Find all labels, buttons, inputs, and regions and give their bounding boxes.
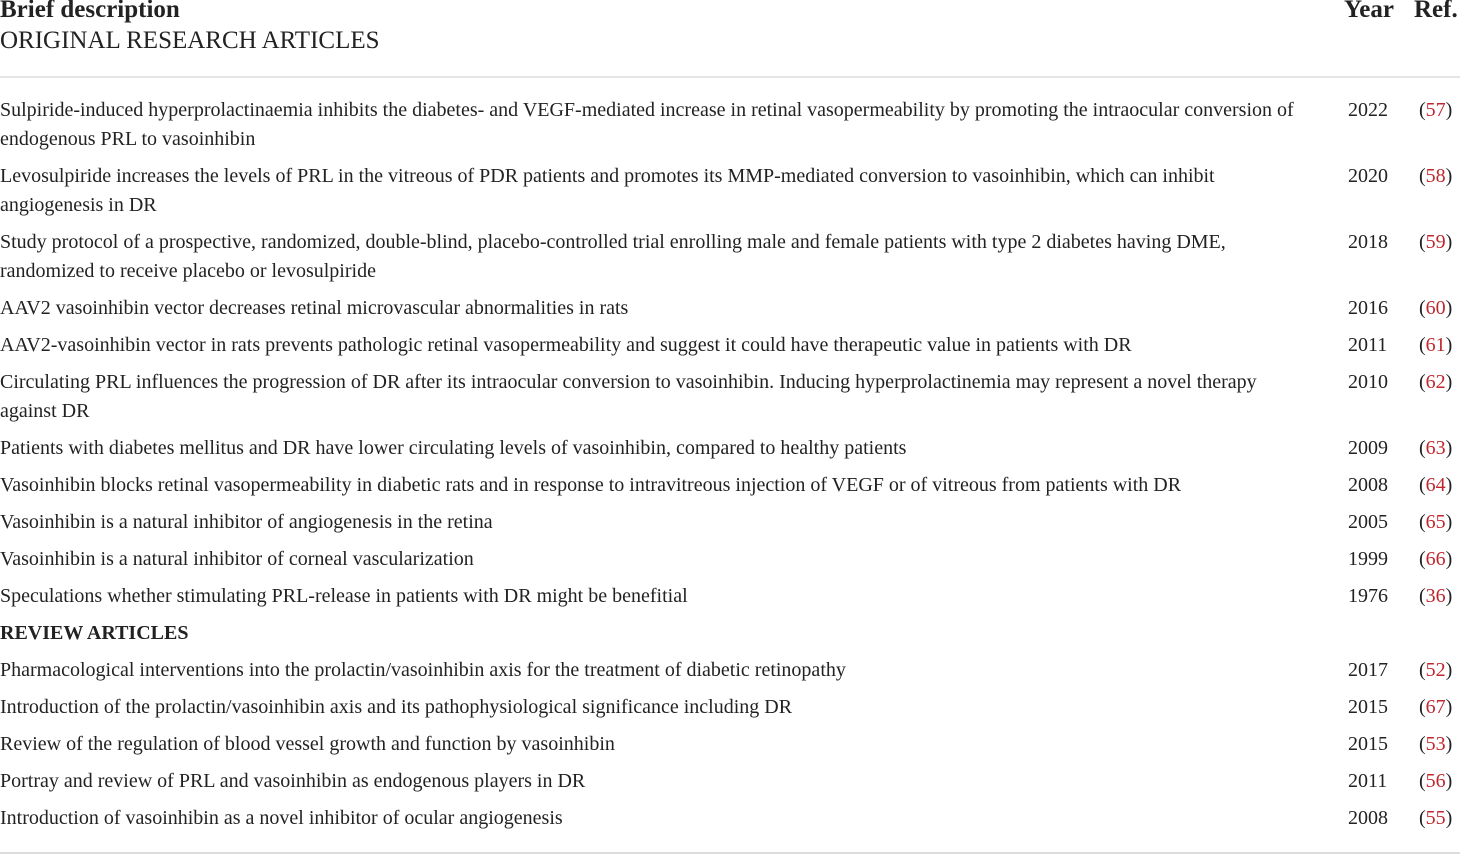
- reference-link[interactable]: 53: [1425, 733, 1446, 755]
- row-ref: (60): [1419, 297, 1453, 319]
- row-description: Speculations whether stimulating PRL-release in patients with DR might be benefitial: [0, 585, 688, 607]
- table-row: [0, 162, 1460, 220]
- column-header-description: Brief description: [0, 0, 180, 23]
- row-ref: (55): [1419, 807, 1453, 829]
- row-description: Circulating PRL influences the progression of DR after its intraocular conversion to vasoinhibin. Inducing hyperprolactinemia may represent a novel therapy against DR: [0, 371, 1257, 422]
- row-year: 2009: [1348, 437, 1388, 459]
- row-ref: (62): [1419, 371, 1453, 393]
- reference-link[interactable]: 36: [1425, 585, 1446, 607]
- row-ref: (61): [1419, 334, 1453, 356]
- row-year: 2008: [1348, 474, 1388, 496]
- row-ref: (66): [1419, 548, 1453, 570]
- table-row: [0, 804, 1460, 833]
- table-row: [0, 294, 1460, 323]
- row-year: 2018: [1348, 231, 1388, 253]
- reference-link[interactable]: 56: [1425, 770, 1446, 792]
- table-row: [0, 656, 1460, 685]
- reference-link[interactable]: 61: [1425, 334, 1446, 356]
- row-year: 1999: [1348, 548, 1388, 570]
- reference-link[interactable]: 59: [1425, 231, 1446, 253]
- table-row: [0, 434, 1460, 463]
- row-ref: (36): [1419, 585, 1453, 607]
- row-year: 2011: [1348, 334, 1388, 356]
- row-year: 2005: [1348, 511, 1388, 533]
- row-description: Patients with diabetes mellitus and DR have lower circulating levels of vasoinhibin, compared to healthy patients: [0, 437, 907, 459]
- row-ref: (67): [1419, 696, 1453, 718]
- row-ref: (53): [1419, 733, 1453, 755]
- row-ref: (57): [1419, 99, 1453, 121]
- reference-link[interactable]: 63: [1425, 437, 1446, 459]
- table-row: [0, 96, 1460, 154]
- row-description: Portray and review of PRL and vasoinhibin as endogenous players in DR: [0, 770, 586, 792]
- reference-link[interactable]: 60: [1425, 297, 1446, 319]
- row-ref: (65): [1419, 511, 1453, 533]
- table-bottom-rule: [0, 852, 1460, 854]
- column-header-ref: Ref.: [1414, 0, 1458, 23]
- row-description: Vasoinhibin is a natural inhibitor of corneal vascularization: [0, 548, 474, 570]
- row-ref: (58): [1419, 165, 1453, 187]
- row-year: 2015: [1348, 733, 1388, 755]
- row-year: 1976: [1348, 585, 1388, 607]
- row-description: Introduction of the prolactin/vasoinhibin axis and its pathophysiological significance including DR: [0, 696, 793, 718]
- row-year: 2022: [1348, 99, 1388, 121]
- table-row: [0, 508, 1460, 537]
- row-description: Pharmacological interventions into the prolactin/vasoinhibin axis for the treatment of diabetic retinopathy: [0, 659, 846, 681]
- column-header-year: Year: [1344, 0, 1394, 23]
- table-row: [0, 545, 1460, 574]
- reference-link[interactable]: 55: [1425, 807, 1446, 829]
- review-article-rows: [0, 656, 1460, 833]
- row-year: 2017: [1348, 659, 1388, 681]
- table-row: [0, 730, 1460, 759]
- reference-link[interactable]: 62: [1425, 371, 1446, 393]
- table-body: [0, 78, 1460, 833]
- row-description: Levosulpiride increases the levels of PRL in the vitreous of PDR patients and promotes its MMP-mediated conversion to vasoinhibin, which can inhibit angiogenesis in DR: [0, 165, 1215, 216]
- table-row: [0, 471, 1460, 500]
- row-description: Introduction of vasoinhibin as a novel inhibitor of ocular angiogenesis: [0, 807, 563, 829]
- table-row: [0, 331, 1460, 360]
- row-year: 2011: [1348, 770, 1388, 792]
- row-description: Vasoinhibin is a natural inhibitor of angiogenesis in the retina: [0, 511, 493, 533]
- reference-link[interactable]: 58: [1425, 165, 1446, 187]
- row-description: Study protocol of a prospective, randomized, double-blind, placebo-controlled trial enrolling male and female patients with type 2 diabetes having DME, randomized to receive placebo or levosulpiride: [0, 231, 1226, 282]
- section-heading-review: REVIEW ARTICLES: [0, 622, 189, 644]
- table-row: [0, 693, 1460, 722]
- row-ref: (59): [1419, 231, 1453, 253]
- row-description: Vasoinhibin blocks retinal vasopermeability in diabetic rats and in response to intravitreous injection of VEGF or of vitreous from patients with DR: [0, 474, 1182, 496]
- row-year: 2015: [1348, 696, 1388, 718]
- row-ref: (52): [1419, 659, 1453, 681]
- reference-link[interactable]: 66: [1425, 548, 1446, 570]
- section-heading-original-research: ORIGINAL RESEARCH ARTICLES: [0, 27, 380, 54]
- row-ref: (64): [1419, 474, 1453, 496]
- row-year: 2016: [1348, 297, 1388, 319]
- table-row: [0, 368, 1460, 426]
- table-row: [0, 228, 1460, 286]
- reference-link[interactable]: 52: [1425, 659, 1446, 681]
- row-description: Sulpiride-induced hyperprolactinaemia inhibits the diabetes- and VEGF-mediated increase in retinal vasopermeability by promoting the intraocular conversion of endogenous PRL to vasoinhibin: [0, 99, 1294, 150]
- row-year: 2010: [1348, 371, 1388, 393]
- row-description: AAV2 vasoinhibin vector decreases retinal microvascular abnormalities in rats: [0, 297, 629, 319]
- row-ref: (56): [1419, 770, 1453, 792]
- row-year: 2008: [1348, 807, 1388, 829]
- table-row: [0, 582, 1460, 611]
- row-ref: (63): [1419, 437, 1453, 459]
- table-row: [0, 767, 1460, 796]
- reference-link[interactable]: 57: [1425, 99, 1446, 121]
- original-research-rows: [0, 96, 1460, 611]
- reference-link[interactable]: 67: [1425, 696, 1446, 718]
- reference-link[interactable]: 64: [1425, 474, 1446, 496]
- reference-link[interactable]: 65: [1425, 511, 1446, 533]
- row-year: 2020: [1348, 165, 1388, 187]
- table-header: [0, 0, 1460, 78]
- row-description: Review of the regulation of blood vessel growth and function by vasoinhibin: [0, 733, 615, 755]
- row-description: AAV2-vasoinhibin vector in rats prevents pathologic retinal vasopermeability and suggest it could have therapeutic value in patients with DR: [0, 334, 1132, 356]
